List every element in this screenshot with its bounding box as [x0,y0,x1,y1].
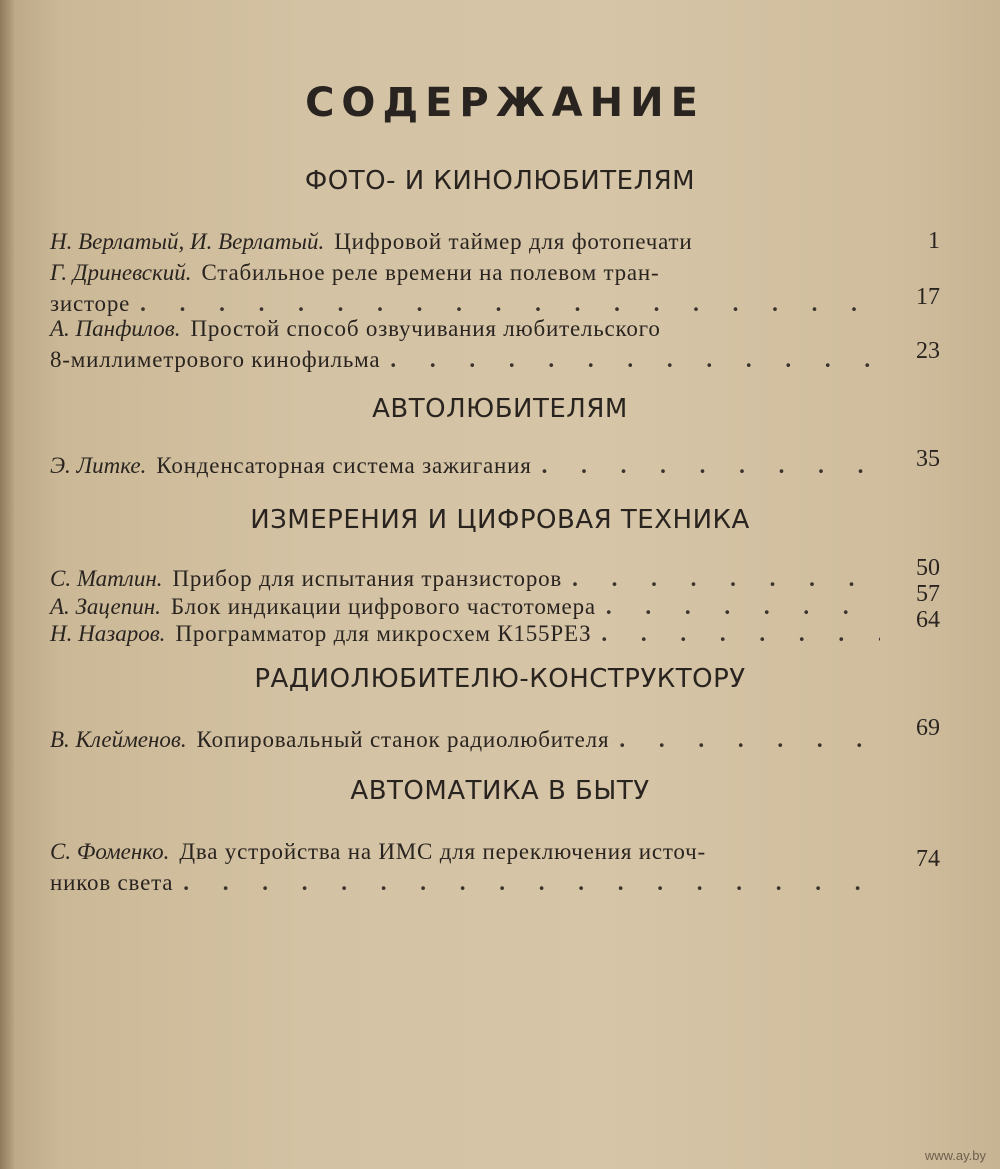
leader-dots [542,450,880,481]
entry-title-continued: 8-миллиметрового кинофильма [50,347,381,372]
entry-page-number: 35 [916,446,940,472]
entry-author: В. Клейменов. [50,727,187,752]
entry-author: Г. Дриневский. [50,260,192,285]
leader-dots [601,618,880,649]
entry-title-continued: ников света [50,870,174,895]
section-heading: РАДИОЛЮБИТЕЛЮ-КОНСТРУКТОРУ [254,664,746,694]
entry-title: Конденсаторная система зажигания [156,453,532,478]
entry-title: Копировальный станок радиолюбителя [196,727,610,752]
page-title: СОДЕРЖАНИЕ [305,80,705,126]
entry-title: Простой способ озвучивания любительского [190,316,661,341]
section-heading: ИЗМЕРЕНИЯ И ЦИФРОВАЯ ТЕХНИКА [250,505,750,535]
section-heading: АВТОМАТИКА В БЫТУ [350,776,650,806]
entry-author: Н. Верлатый, И. Верлатый. [50,229,325,254]
toc-entry [50,836,880,898]
entry-title: Два устройства на ИМС для переключения источ- [179,839,706,864]
entry-page-number: 69 [916,715,940,741]
leader-dots [572,563,880,594]
section-heading: ФОТО- И КИНОЛЮБИТЕЛЯМ [304,166,696,196]
toc-entry [50,226,880,257]
entry-page-number: 64 [916,607,940,633]
entry-page-number: 23 [916,338,940,364]
entry-page-number: 74 [916,846,940,872]
leader-dots [183,867,880,898]
entry-page-number: 50 [916,555,940,581]
entry-author: А. Панфилов. [50,316,181,341]
entry-author: С. Фоменко. [50,839,170,864]
entry-title: Прибор для испытания транзисторов [172,566,563,591]
leader-dots [390,344,880,375]
toc-entry [50,563,880,594]
entry-page-number: 57 [916,581,940,607]
toc-entry [50,724,880,755]
entry-author: Э. Литке. [50,453,147,478]
entry-title: Стабильное реле времени на полевом тран- [201,260,660,285]
toc-entry [50,618,880,649]
leader-dots [619,724,880,755]
watermark: www.ay.by [924,1148,986,1163]
toc-entry [50,450,880,481]
section-heading: АВТОЛЮБИТЕЛЯМ [372,394,628,424]
entry-author: А. Зацепин. [50,594,161,619]
entry-page-number: 1 [928,228,940,254]
entry-page-number: 17 [916,284,940,310]
entry-title: Программатор для микросхем К155РЕЗ [175,621,592,646]
entry-title-continued: зисторе [50,291,131,316]
entry-author: Н. Назаров. [50,621,166,646]
entry-title: Цифровой таймер для фотопечати [334,229,693,254]
toc-entry [50,313,880,375]
toc-entry [50,257,880,319]
entry-title: Блок индикации цифрового частотомера [170,594,596,619]
entry-author: С. Матлин. [50,566,163,591]
